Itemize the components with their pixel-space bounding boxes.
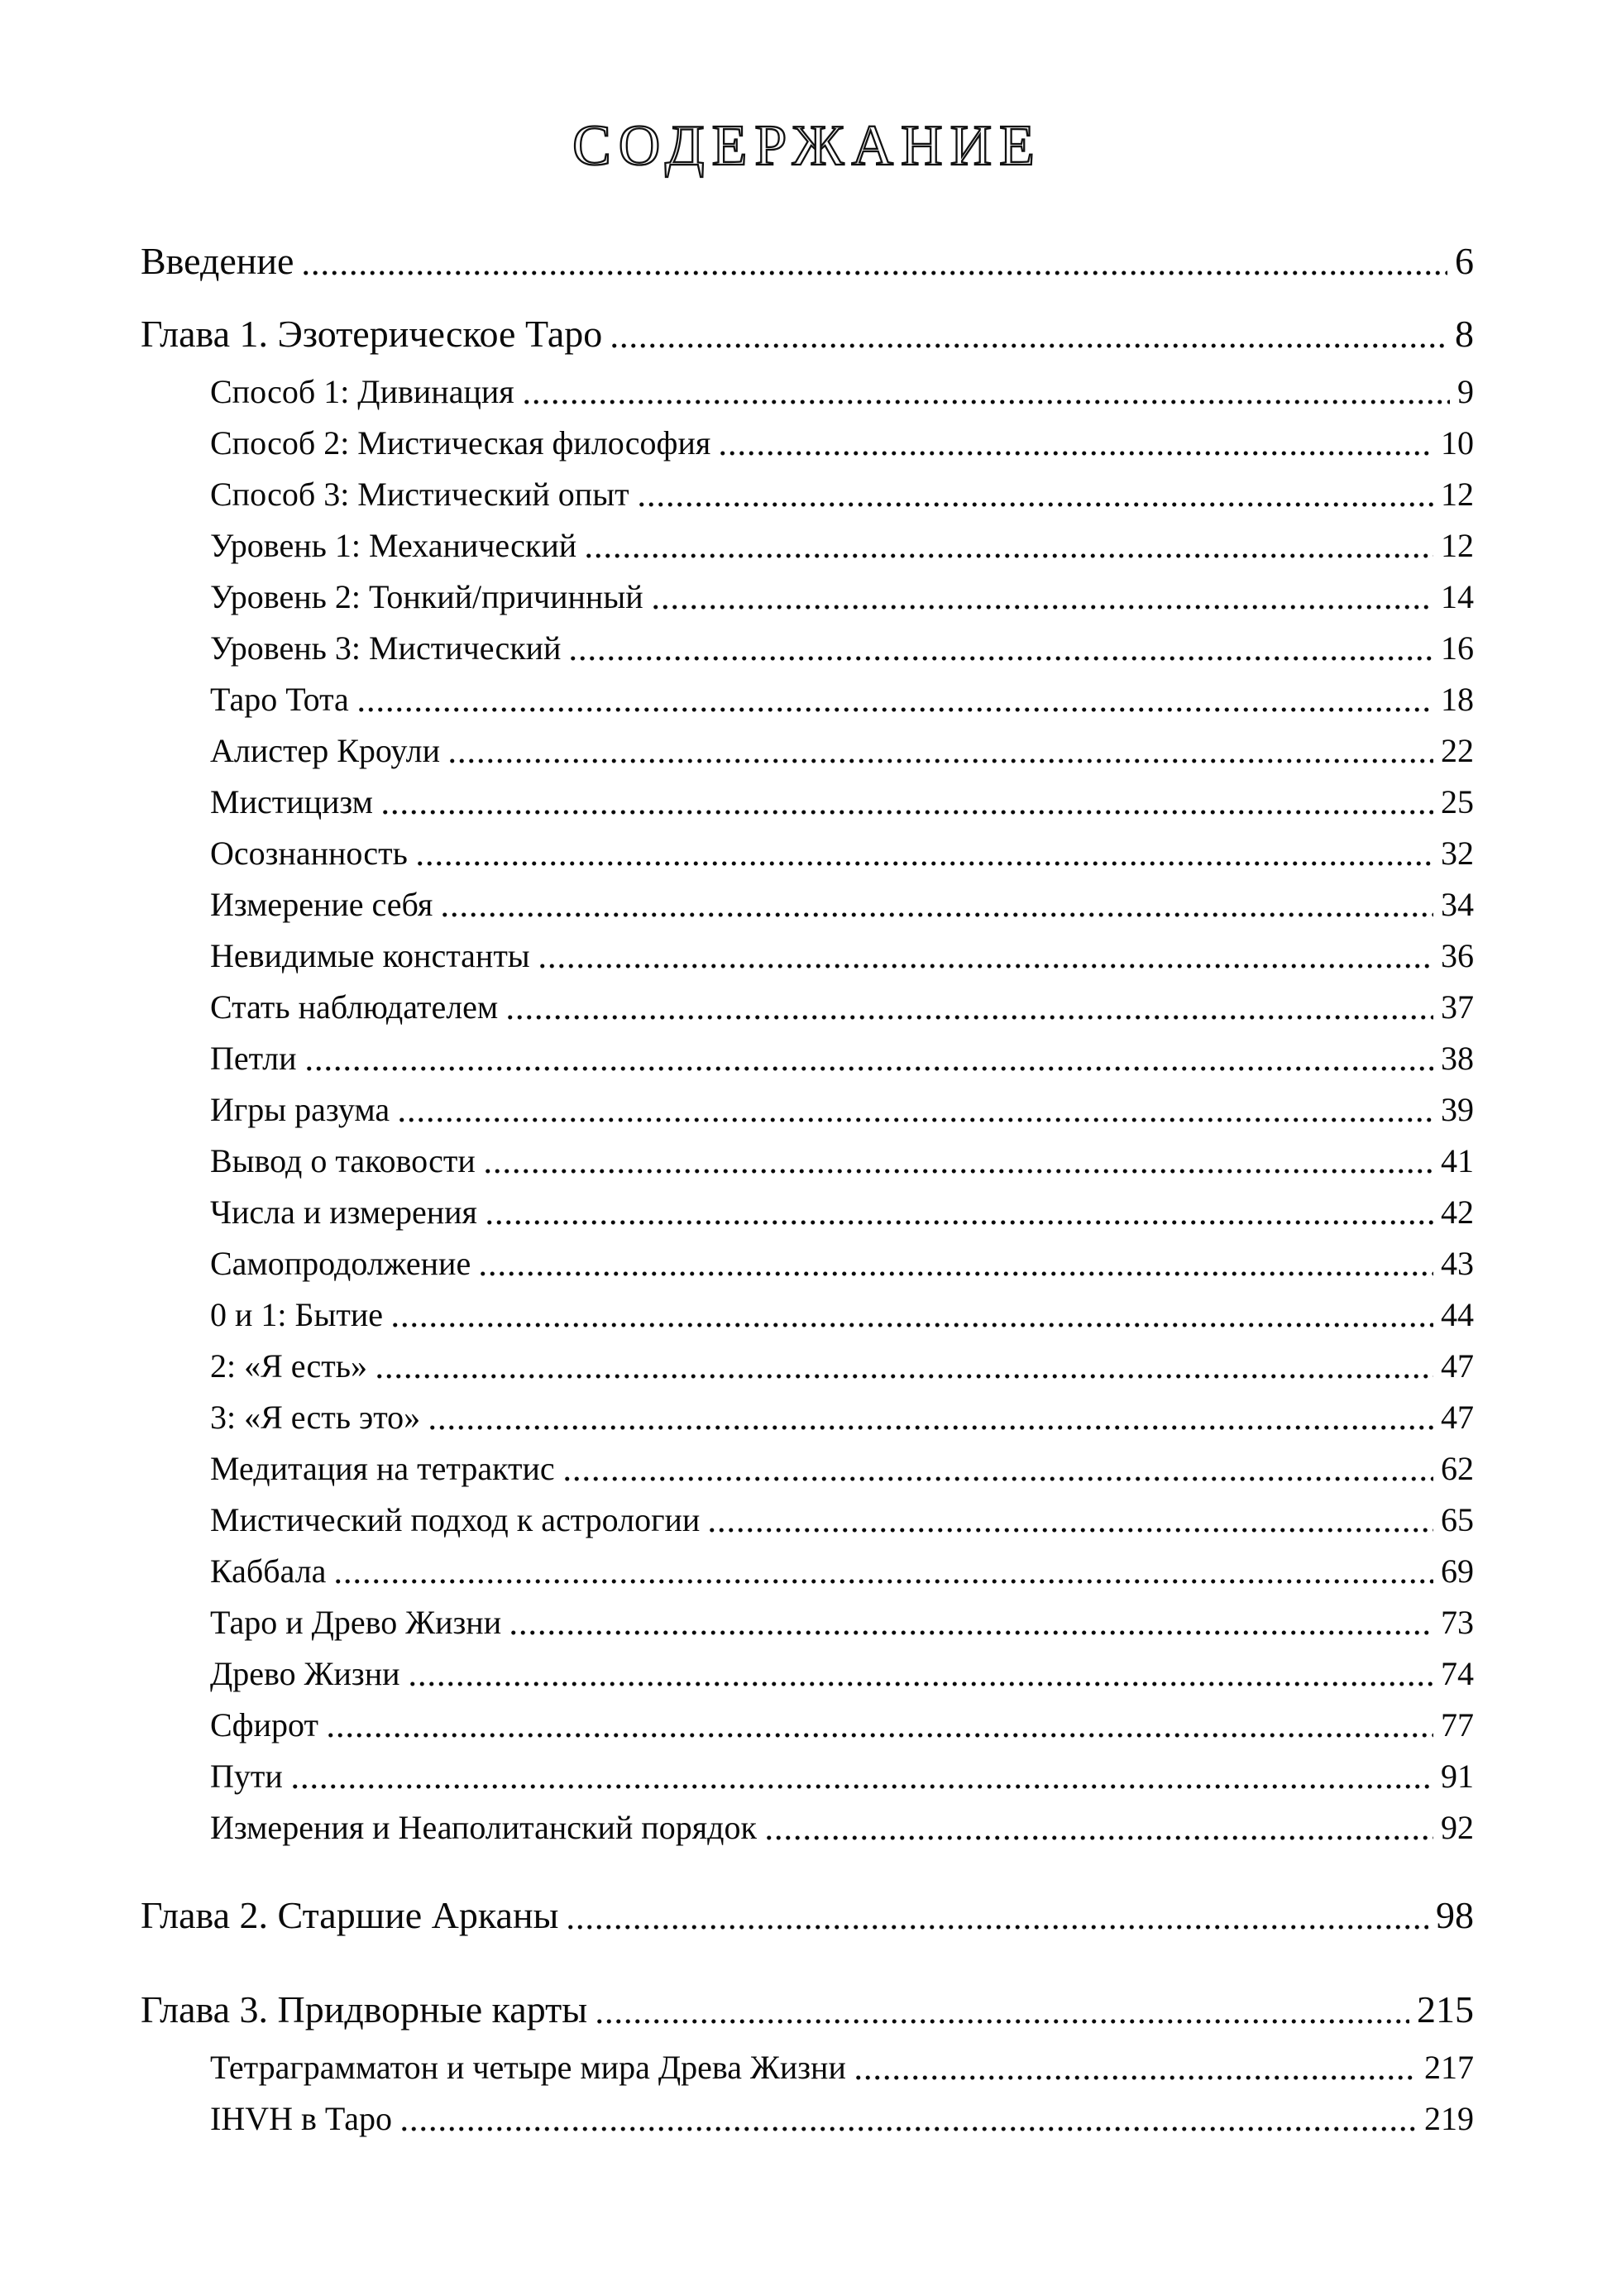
dot-leader [301, 270, 1447, 275]
toc-entry [141, 302, 1474, 366]
page-title: СОДЕРЖАНИЕ [572, 114, 1042, 178]
toc-entry-page: 62 [1441, 1450, 1474, 1487]
toc-entry-page: 12 [1441, 476, 1474, 513]
toc-entry-label: Пути [210, 1758, 283, 1795]
toc-entry-page: 91 [1441, 1758, 1474, 1795]
toc-entry-label: Древо Жизни [210, 1655, 400, 1692]
toc-entry [141, 930, 1474, 982]
toc-entry [141, 1341, 1474, 1392]
dot-leader [610, 343, 1447, 348]
toc-entry-label: Таро Тота [210, 681, 349, 718]
toc-entry [141, 1187, 1474, 1238]
toc-entry-label: Медитация на тетрактис [210, 1450, 555, 1487]
toc-entry-label: Измерение себя [210, 886, 433, 923]
dot-leader [440, 912, 1433, 917]
toc-entry [141, 828, 1474, 879]
dot-leader [483, 1169, 1433, 1174]
dot-leader [505, 1015, 1433, 1020]
toc-entry-label: Сфирот [210, 1706, 318, 1744]
toc-entry [141, 469, 1474, 520]
toc-entry [141, 1495, 1474, 1546]
toc-entry-page: 92 [1441, 1809, 1474, 1846]
toc-entry [141, 229, 1474, 294]
toc-entry-page: 215 [1417, 1988, 1474, 2031]
dot-leader [509, 1630, 1433, 1635]
dot-leader [568, 656, 1433, 661]
toc-entry-page: 36 [1441, 937, 1474, 974]
toc-entry-page: 38 [1441, 1040, 1474, 1077]
toc-entry-label: Самопродолжение [210, 1245, 471, 1282]
toc-entry-label: Уровень 3: Мистический [210, 629, 562, 667]
toc-entry-page: 47 [1441, 1399, 1474, 1436]
toc-entry-label: Осознанность [210, 835, 408, 872]
toc-entry-page: 43 [1441, 1245, 1474, 1282]
toc-entry [141, 1802, 1474, 1854]
toc-entry-label: Игры разума [210, 1091, 390, 1128]
toc-entry [141, 1136, 1474, 1187]
toc-entry-page: 69 [1441, 1552, 1474, 1590]
toc-entry-page: 18 [1441, 681, 1474, 718]
toc-entry-page: 25 [1441, 783, 1474, 820]
dot-leader [408, 1681, 1433, 1686]
toc-entry-page: 22 [1441, 732, 1474, 769]
toc-entry-page: 6 [1455, 240, 1474, 282]
dot-leader [854, 2075, 1417, 2080]
dot-leader [290, 1784, 1433, 1789]
toc-entry-page: 16 [1441, 629, 1474, 667]
toc-entry-page: 34 [1441, 886, 1474, 923]
toc-entry-label: Алистер Кроули [210, 732, 441, 769]
toc-entry-label: Вывод о таковости [210, 1142, 476, 1179]
toc-entry-page: 219 [1424, 2100, 1474, 2137]
toc-entry-label: 2: «Я есть» [210, 1347, 368, 1385]
toc-entry-label: 0 и 1: Бытие [210, 1296, 384, 1333]
dot-leader [707, 1528, 1433, 1533]
toc-entry-label: Невидимые константы [210, 937, 530, 974]
toc-entry [141, 1033, 1474, 1084]
toc-entry-label: Введение [141, 240, 294, 282]
toc-entry-page: 73 [1441, 1604, 1474, 1641]
dot-leader [485, 1220, 1433, 1225]
toc-entry [141, 1443, 1474, 1495]
toc-entry-label: Измерения и Неаполитанский порядок [210, 1809, 757, 1846]
toc-entry-label: Уровень 2: Тонкий/причинный [210, 578, 643, 615]
toc-entry [141, 1978, 1474, 2042]
toc-entry-page: 77 [1441, 1706, 1474, 1744]
dot-leader [326, 1733, 1433, 1738]
dot-leader [522, 399, 1450, 404]
toc-entry-label: Петли [210, 1040, 297, 1077]
toc-entry-label: Тетраграмматон и четыре мира Древа Жизни [210, 2049, 846, 2086]
dot-leader [718, 451, 1433, 456]
toc-entry-label: Мистицизм [210, 783, 373, 820]
toc-entry [141, 2093, 1474, 2145]
toc-entry-label: Уровень 1: Механический [210, 527, 577, 564]
toc-entry [141, 2042, 1474, 2093]
toc-entry-label: Числа и измерения [210, 1193, 477, 1231]
dot-leader [764, 1835, 1433, 1840]
toc-entry-label: Способ 1: Дивинация [210, 373, 514, 410]
dot-leader [538, 964, 1433, 969]
dot-leader [478, 1271, 1433, 1276]
toc-entry [141, 418, 1474, 469]
dot-leader [428, 1425, 1433, 1430]
dot-leader [397, 1117, 1433, 1122]
dot-leader [562, 1476, 1433, 1481]
toc-entry [141, 1751, 1474, 1802]
dot-leader [637, 502, 1433, 507]
toc-entry [141, 1883, 1474, 1948]
toc-entry [141, 725, 1474, 777]
toc-entry [141, 777, 1474, 828]
dot-leader [333, 1579, 1433, 1584]
toc-entry-label: 3: «Я есть это» [210, 1399, 421, 1436]
toc-entry [141, 1648, 1474, 1700]
toc-entry-page: 32 [1441, 835, 1474, 872]
toc-entry-page: 98 [1436, 1894, 1474, 1936]
toc-entry-label: Стать наблюдателем [210, 988, 499, 1026]
dot-leader [390, 1323, 1433, 1327]
toc-list [141, 229, 1474, 2145]
toc-entry-page: 44 [1441, 1296, 1474, 1333]
dot-leader [651, 605, 1433, 610]
toc-entry [141, 674, 1474, 725]
toc-entry-page: 47 [1441, 1347, 1474, 1385]
toc-entry [141, 879, 1474, 930]
dot-leader [356, 707, 1433, 712]
toc-entry-page: 42 [1441, 1193, 1474, 1231]
toc-entry [141, 982, 1474, 1033]
toc-entry [141, 1392, 1474, 1443]
toc-entry-page: 217 [1424, 2049, 1474, 2086]
dot-leader [399, 2126, 1417, 2131]
toc-entry [141, 623, 1474, 674]
toc-entry-page: 9 [1457, 373, 1474, 410]
toc-entry [141, 1597, 1474, 1648]
toc-entry [141, 1084, 1474, 1136]
toc-entry-page: 65 [1441, 1501, 1474, 1538]
dot-leader [595, 2019, 1409, 2024]
toc-entry [141, 1546, 1474, 1597]
dot-leader [415, 861, 1433, 866]
toc-entry-label: Каббала [210, 1552, 327, 1590]
toc-entry-label: Мистический подход к астрологии [210, 1501, 701, 1538]
toc-entry-page: 14 [1441, 578, 1474, 615]
dot-leader [304, 1066, 1434, 1071]
dot-leader [566, 1925, 1428, 1930]
dot-leader [584, 553, 1433, 558]
toc-entry-label: Глава 1. Эзотерическое Таро [141, 313, 603, 355]
toc-entry-page: 37 [1441, 988, 1474, 1026]
toc-entry [141, 520, 1474, 572]
dot-leader [380, 810, 1433, 815]
toc-entry [141, 1700, 1474, 1751]
toc-entry-page: 39 [1441, 1091, 1474, 1128]
toc-entry-label: Способ 2: Мистическая философия [210, 424, 711, 462]
toc-entry-page: 12 [1441, 527, 1474, 564]
toc-entry-page: 74 [1441, 1655, 1474, 1692]
dot-leader [447, 758, 1433, 763]
toc-entry-page: 10 [1441, 424, 1474, 462]
toc-entry-label: Глава 3. Придворные карты [141, 1988, 588, 2031]
toc-entry [141, 1289, 1474, 1341]
dot-leader [375, 1374, 1433, 1379]
toc-entry-page: 41 [1441, 1142, 1474, 1179]
toc-entry [141, 1238, 1474, 1289]
toc-entry-page: 8 [1455, 313, 1474, 355]
toc-entry-label: Таро и Древо Жизни [210, 1604, 502, 1641]
toc-entry [141, 366, 1474, 418]
toc-entry-label: Глава 2. Старшие Арканы [141, 1894, 559, 1936]
toc-entry-label: IHVH в Таро [210, 2100, 393, 2137]
toc-entry-label: Способ 3: Мистический опыт [210, 476, 629, 513]
toc-entry [141, 572, 1474, 623]
